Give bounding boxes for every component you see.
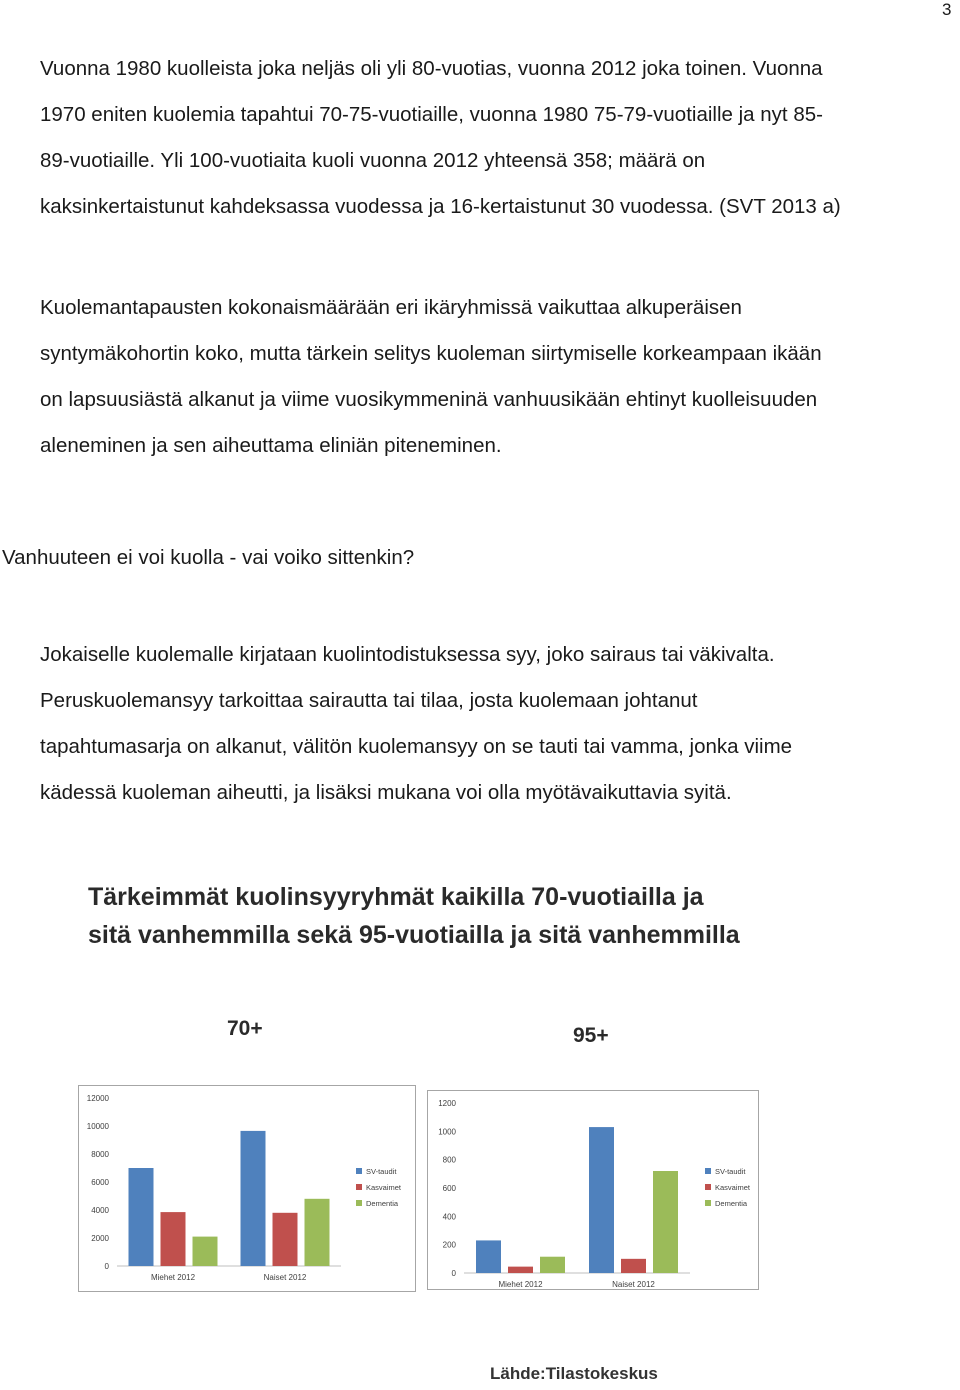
legend-swatch [356,1184,362,1190]
chart-label-95plus: 95+ [573,1024,609,1047]
legend-swatch [356,1200,362,1206]
paragraph-deaths-by-age [40,46,945,230]
y-tick-label: 2000 [91,1234,109,1243]
text-line: Vuonna 1980 kuolleista joka neljäs oli yli 80-vuotias, vuonna 2012 joka toinen. Vuonna [40,57,823,80]
y-tick-label: 1200 [438,1099,456,1108]
bar [305,1199,330,1266]
y-tick-label: 200 [442,1240,456,1250]
paragraph-cohort-explanation [40,285,945,469]
figure-title-line: Tärkeimmät kuolinsyyryhmät kaikilla 70-vuotiailla ja [88,883,704,911]
y-tick-label: 1000 [438,1127,456,1137]
legend-label: Dementia [366,1199,399,1208]
bar [589,1127,614,1273]
source-label: Lähde:Tilastokeskus [490,1364,658,1383]
text-line: syntymäkohortin koko, mutta tärkein selitys kuoleman siirtymiselle korkeampaan ikään [40,342,822,365]
text-line: 89-vuotiaille. Yli 100-vuotiaita kuoli vuonna 2012 yhteensä 358; määrä on [40,149,706,172]
text-line: Jokaiselle kuolemalle kirjataan kuolintodistuksessa syy, joko sairaus tai väkivalta. [40,643,775,666]
bar [241,1131,266,1266]
section-heading: Vanhuuteen ei voi kuolla - vai voiko sittenkin? [2,546,415,569]
text-line: 1970 eniten kuolemia tapahtui 70-75-vuotiaille, vuonna 1980 75-79-vuotiaille ja nyt 85- [40,103,823,126]
chart-label-70plus: 70+ [227,1017,263,1040]
text-line: kädessä kuoleman aiheutti, ja lisäksi mukana voi olla myötävaikuttavia syitä. [40,781,732,804]
text-line: on lapsuusiästä alkanut ja viime vuosikymmeninä vanhuusikään ehtinyt kuolleisuuden [40,388,818,411]
y-tick-label: 12000 [86,1094,109,1103]
y-tick-label: 600 [442,1184,456,1193]
page-number: 3 [942,0,952,19]
legend-swatch [705,1184,711,1190]
bar [129,1168,154,1266]
y-tick-label: 6000 [91,1178,109,1187]
bar [508,1267,533,1273]
paragraph-cause-of-death [40,632,945,816]
y-tick-label: 800 [442,1155,456,1165]
text-line: Peruskuolemansyy tarkoittaa sairautta tai tilaa, josta kuolemaan johtanut [40,689,698,712]
legend-label: Kasvaimet [715,1183,751,1192]
y-tick-label: 0 [104,1262,109,1271]
bar [476,1240,501,1273]
bar [653,1171,678,1273]
legend-label: SV-taudit [366,1167,397,1176]
y-tick-label: 0 [451,1269,456,1278]
figure-title-line: sitä vanhemmilla sekä 95-vuotiailla ja sitä vanhemmilla [88,921,740,949]
legend-label: Dementia [715,1199,748,1208]
y-tick-label: 400 [442,1212,456,1222]
chart-70plus [78,1085,416,1292]
text-line: kaksinkertaistunut kahdeksassa vuodessa ja 16-kertaistunut 30 vuodessa. (SVT 2013 a) [40,195,841,218]
chart-70plus-svg [79,1086,415,1291]
chart-95plus-svg [428,1091,758,1289]
bar [621,1259,646,1273]
figure-title [88,878,740,954]
x-tick-label: Miehet 2012 [498,1280,543,1289]
text-line: aleneminen ja sen aiheuttama eliniän piteneminen. [40,434,502,457]
legend-swatch [705,1168,711,1174]
bar [540,1257,565,1273]
text-line: tapahtumasarja on alkanut, välitön kuolemansyy on se tauti tai vamma, jonka viime [40,735,793,758]
legend-label: Kasvaimet [366,1183,402,1192]
bar [273,1213,298,1266]
x-tick-label: Naiset 2012 [612,1280,655,1289]
x-tick-label: Miehet 2012 [150,1273,196,1282]
y-tick-label: 4000 [91,1206,109,1215]
chart-95plus [427,1090,759,1290]
text-line: Kuolemantapausten kokonaismäärään eri ikäryhmissä vaikuttaa alkuperäisen [40,296,742,319]
y-tick-label: 8000 [91,1150,109,1159]
legend-swatch [705,1200,711,1206]
legend-label: SV-taudit [715,1167,746,1176]
y-tick-label: 10000 [86,1122,109,1131]
x-tick-label: Naiset 2012 [263,1273,307,1282]
legend-swatch [356,1168,362,1174]
bar [161,1212,186,1266]
bar [193,1237,218,1266]
